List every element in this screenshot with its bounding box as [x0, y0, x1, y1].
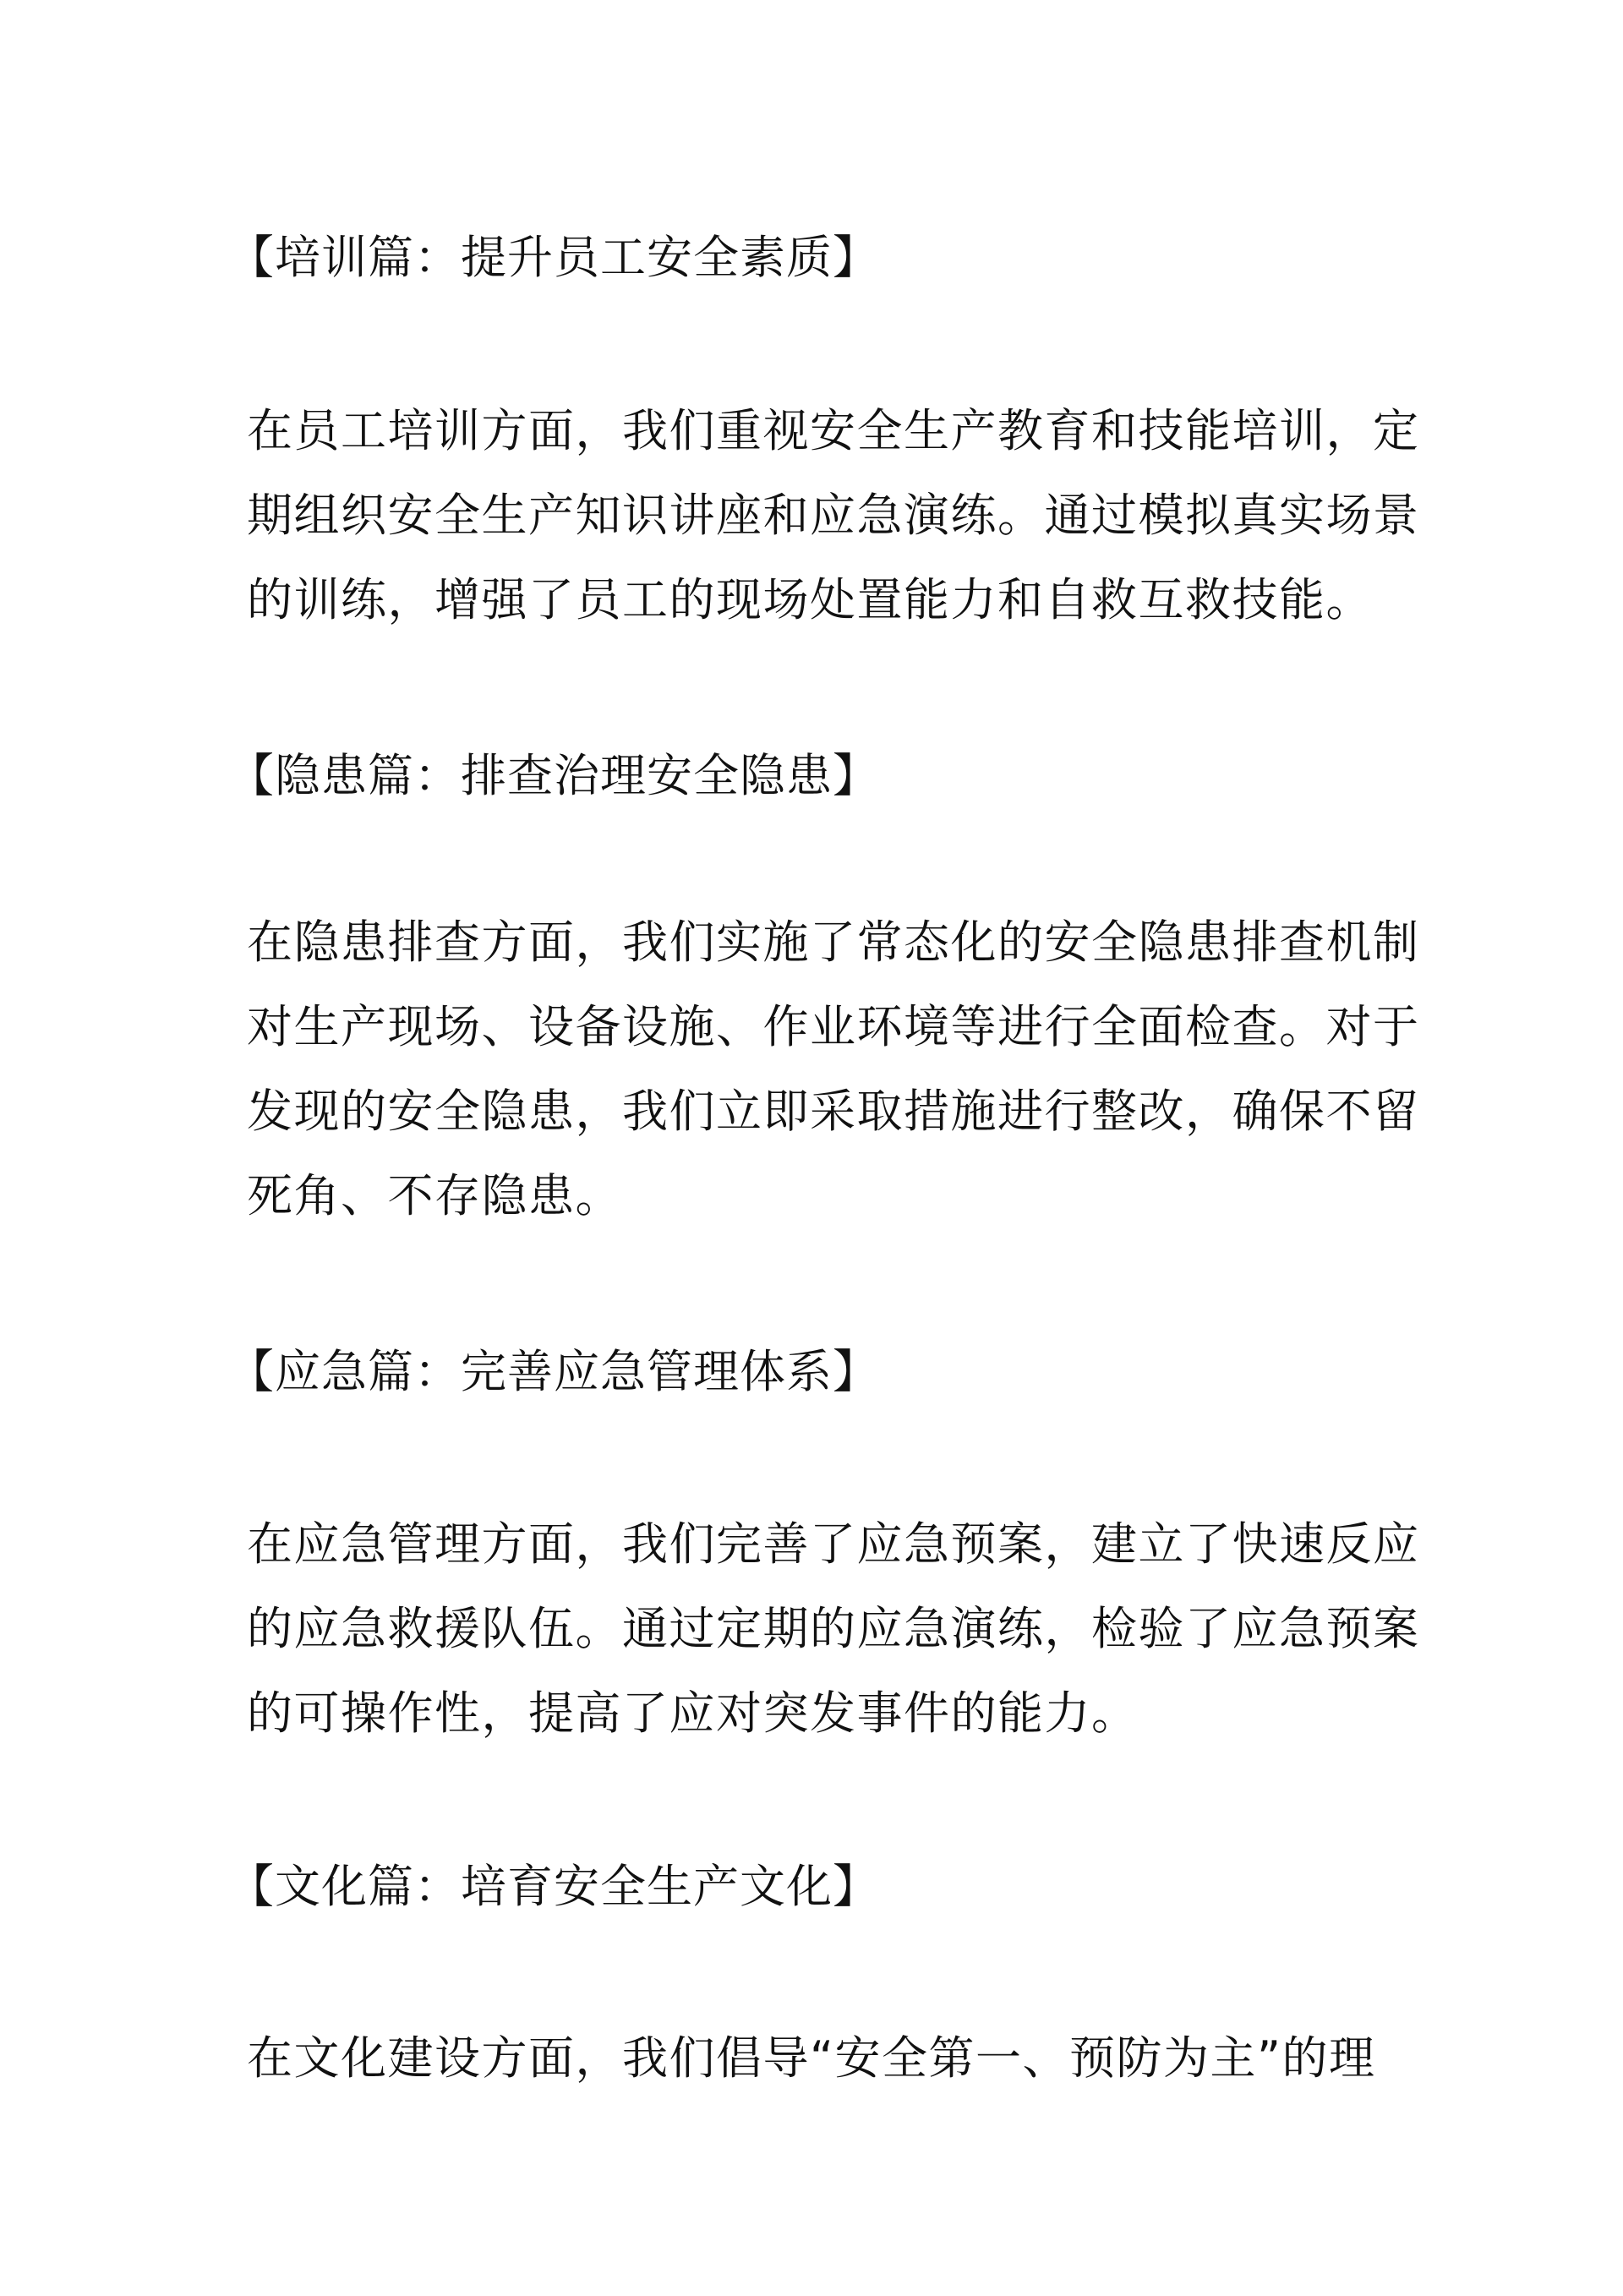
section-paragraph-hazards [247, 900, 1420, 1238]
paragraph-line: 的训练，增强了员工的现场处置能力和自救互救技能。 [247, 573, 1373, 626]
paragraph-line: 死角、不存隐患。 [247, 1169, 622, 1222]
section-paragraph-culture [247, 2016, 1392, 2101]
paragraph-line: 在员工培训方面，我们重视安全生产教育和技能培训，定 [247, 404, 1420, 457]
paragraph-line: 在隐患排查方面，我们实施了常态化的安全隐患排查机制 [247, 916, 1420, 969]
paragraph-line: 发现的安全隐患，我们立即采取措施进行整改，确保不留 [247, 1085, 1420, 1138]
paragraph-line: 期组织安全生产知识讲座和应急演练。通过模拟真实场景 [247, 489, 1420, 542]
paragraph-line: 的应急救援队伍。通过定期的应急演练，检验了应急预案 [247, 1602, 1420, 1655]
section-heading-training: 【培训篇：提升员工安全素质】 [228, 231, 879, 284]
section-paragraph-training [247, 389, 1420, 642]
paragraph-line: 在应急管理方面，我们完善了应急预案，建立了快速反应 [247, 1517, 1420, 1571]
section-paragraph-emergency [247, 1502, 1420, 1756]
section-heading-emergency: 【应急篇：完善应急管理体系】 [228, 1345, 879, 1398]
section-heading-culture: 【文化篇：培育安全生产文化】 [228, 1860, 879, 1913]
paragraph-line: 对生产现场、设备设施、作业环境等进行全面检查。对于 [247, 1000, 1420, 1053]
paragraph-line: 在文化建设方面，我们倡导“安全第一、预防为主”的理 [247, 2031, 1376, 2085]
section-heading-hazards: 【隐患篇：排查治理安全隐患】 [228, 749, 879, 802]
paragraph-line: 的可操作性，提高了应对突发事件的能力。 [247, 1686, 1139, 1740]
